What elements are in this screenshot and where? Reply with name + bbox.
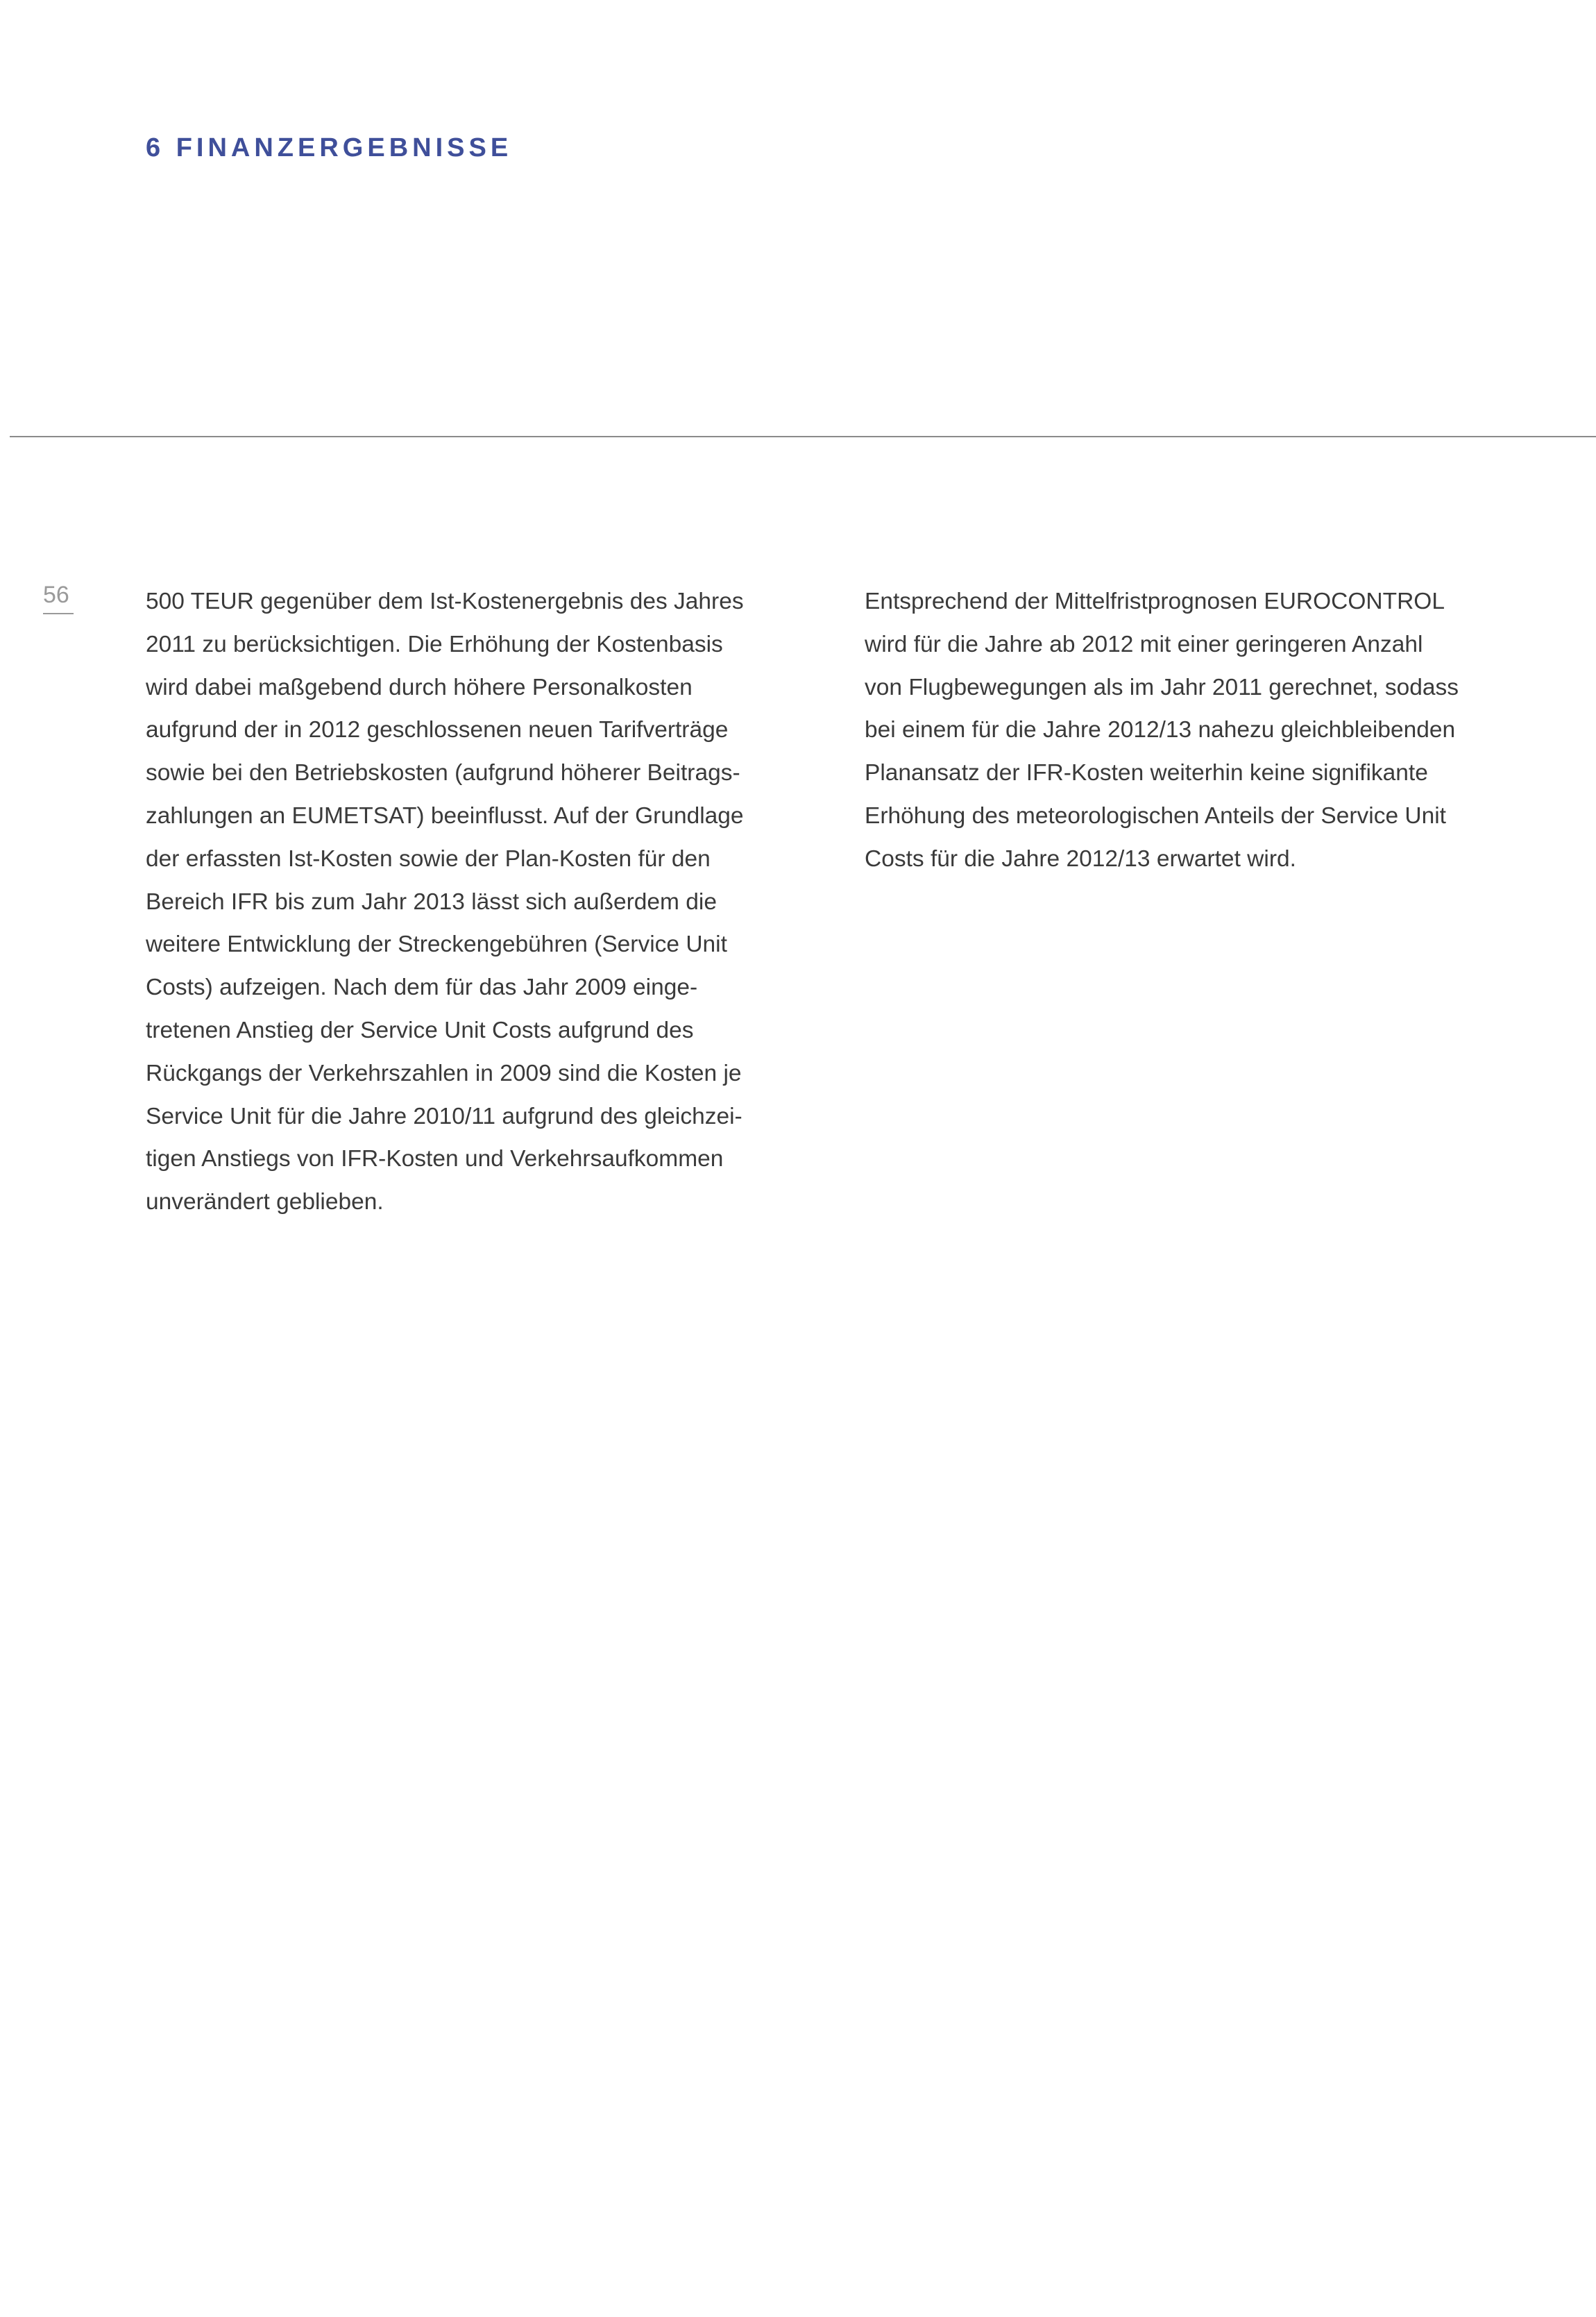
section-heading: 6 FINANZERGEBNISSE	[146, 133, 513, 162]
text-line: Costs für die Jahre 2012/13 erwartet wird.	[865, 845, 1296, 872]
text-line: tretenen Anstieg der Service Unit Costs aufgrund des	[146, 1017, 694, 1043]
text-line: unverändert geblieben.	[146, 1189, 384, 1215]
text-line: 500 TEUR gegenüber dem Ist-Kostenergebnis des Jahres	[146, 589, 744, 614]
text-line: zahlungen an EUMETSAT) beeinflusst. Auf der Grundlage	[146, 802, 744, 829]
text-column-right	[865, 580, 1531, 881]
text-line: tigen Anstiegs von IFR-Kosten und Verkehrsaufkommen	[146, 1146, 724, 1172]
text-line: 2011 zu berücksichtigen. Die Erhöhung der Kostenbasis	[146, 631, 723, 657]
text-line: weitere Entwicklung der Streckengebühren (Service Unit	[146, 932, 727, 958]
text-line: Bereich IFR bis zum Jahr 2013 lässt sich außerdem die	[146, 888, 717, 915]
text-line: wird für die Jahre ab 2012 mit einer geringeren Anzahl	[865, 631, 1423, 657]
text-line: bei einem für die Jahre 2012/13 nahezu gleichbleibenden	[865, 717, 1456, 743]
text-column-left	[146, 580, 812, 1224]
text-line: von Flugbewegungen als im Jahr 2011 gerechnet, sodass	[865, 674, 1459, 700]
text-line: aufgrund der in 2012 geschlossenen neuen Tarifverträge	[146, 717, 729, 743]
text-line: Entsprechend der Mittelfristprognosen EUROCONTROL	[865, 589, 1445, 614]
text-line: Service Unit für die Jahre 2010/11 aufgrund des gleichzei-	[146, 1103, 742, 1129]
text-line: wird dabei maßgebend durch höhere Personalkosten	[146, 674, 693, 700]
header-divider	[10, 436, 1596, 437]
text-line: sowie bei den Betriebskosten (aufgrund höherer Beitrags-	[146, 760, 740, 786]
text-line: Planansatz der IFR-Kosten weiterhin keine signifikante	[865, 760, 1428, 786]
text-line: Costs) aufzeigen. Nach dem für das Jahr 2009 einge-	[146, 975, 698, 1001]
text-line: Rückgangs der Verkehrszahlen in 2009 sind die Kosten je	[146, 1060, 742, 1086]
text-line: Erhöhung des meteorologischen Anteils der Service Unit	[865, 802, 1446, 829]
text-line: der erfassten Ist-Kosten sowie der Plan-Kosten für den	[146, 845, 711, 872]
page-number: 56	[43, 582, 74, 614]
